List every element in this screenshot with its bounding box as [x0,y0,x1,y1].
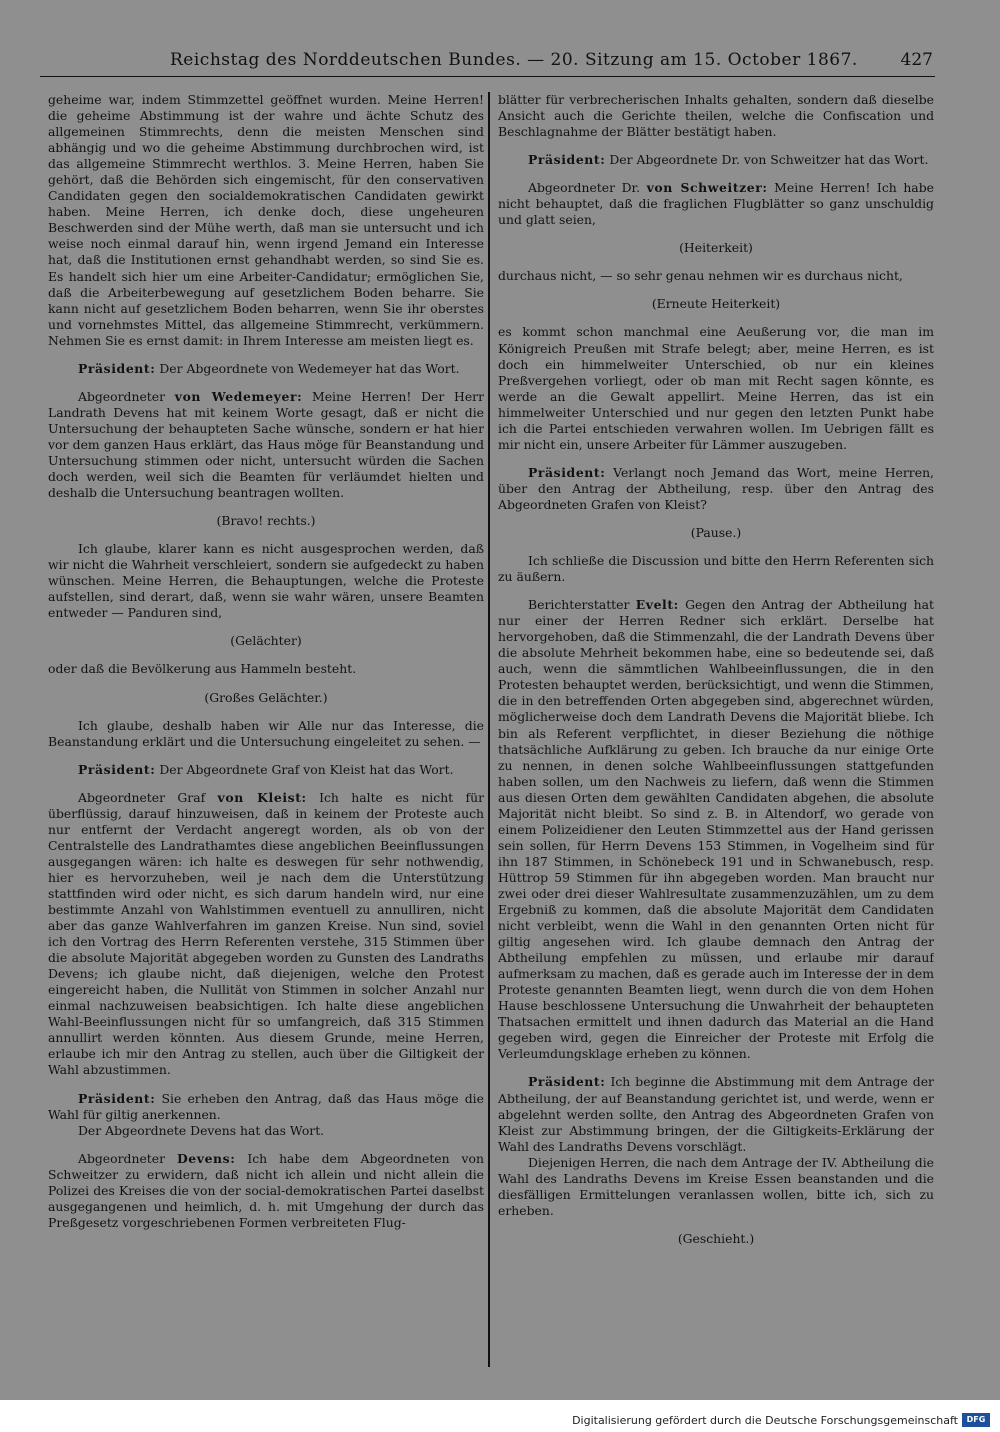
text-paragraph: Ich schließe die Discussion und bitte den Herrn Referenten sich zu äußern. [498,553,934,585]
speech-text: Gegen den Antrag der Abtheilung hat nur einer der Herren Redner sich erklärt. Derselbe hat hervorgehoben, daß die Stimmenzahl, die der Landrath Devens über die absolute Mehrheit bekommen habe, eine so bedeutende sei, daß auch, wenn die sämmtlichen Wahlbeeinflussungen, die in den Protesten behauptet werden, berücksichtigt, und wenn die Stimmen, die in den betreffenden Orten abgegeben sind, abgerechnet würden, möglicherweise doch dem Landrath Devens die Majorität bliebe. Ich bin als Referent verpflichtet, in dieser Beziehung die nöthige thatsächliche Aufklärung zu geben. Ich brauche da nur einige Orte zu nennen, in denen solche Wahlbeeinflussungen stattgefunden haben sollen, um den Nachweis zu liefern, daß wenn die Stimmen aus diesen Orten dem gewählten Candidaten abgehen, die absolute Majorität nicht bleibt. So sind z. B. in Altendorf, wo gerade von einem Polizeidiener den Leuten Stimmzettel aus der Hand gerissen sein sollen, für Herrn Devens 153 Stimmen, in Vogelheim sind für ihn 187 Stimmen, in Schönebeck 191 und in Schwanebusch, resp. Hüttrop 59 Stimmen für ihn abgegeben worden. Man braucht nur zwei oder drei dieser Wahlresultate zusammenzuzählen, um zu dem Ergebniß zu kommen, daß die absolute Majorität dem Candidaten nicht verbleibt, wenn die Wahl in den genannten Orten nicht für giltig angesehen wird. Ich glaube demnach den Antrag der Abtheilung empfehlen zu müssen, und erlaube mir darauf aufmerksam zu machen, daß es gerade auch im Interesse der in dem Proteste genannten Beamten liegt, wenn durch die von dem Hohen Hause beschlossene Untersuchung die Unwahrheit der behaupteten Thatsachen ermittelt und ihnen dadurch das Material an die Hand gegeben wird, gegen die Einreicher der Proteste mit Erfolg die Verleumdungsklage erheben zu können. [498,597,934,1062]
speaker-name: Präsident: [528,464,606,480]
speaker-name: Präsident: [528,1074,606,1090]
speech-text: Der Abgeordnete Dr. von Schweitzer hat das Wort. [609,152,929,168]
text-paragraph: durchaus nicht, — so sehr genau nehmen wir es durchaus nicht, [498,268,903,284]
speaker-name: von Schweitzer: [646,180,768,196]
text-paragraph: blätter für verbrecherischen Inhalts gehalten, sondern daß dieselbe Ansicht auch die Gerichte theilen, welche die Confiscation und Beschlagnahme der Blätter bestätigt haben. [498,92,934,140]
header-title: Reichstag des Norddeutschen Bundes. — 20. Sitzung am 15. October 1867. [170,50,858,70]
speaker-role: Abgeordneter [78,388,166,404]
speech-text: Meine Herren! Ich habe nicht behauptet, daß die fraglichen Flugblätter so ganz unschuldig und glatt seien, [498,180,934,228]
speaker-name: Präsident: [78,1090,156,1106]
speech-text: Ich halte es nicht für überflüssig, darauf hinzuweisen, daß in keinem der Proteste auch nur entfernt der Verdacht angeregt worden, als ob von der Centralstelle des Landrathamtes diese angeblichen Beeinflussungen ausgegangen wären: ich halte es deswegen für sehr nothwendig, hier es hervorzuheben, weil je nach dem die Unterstützung stattfinden wird oder nicht, es sich darum handeln wird, nur eine bestimmte Anzahl von Wahlstimmen eventuell zu annulliren, nicht aber das ganze Wahlverfahren im ganzen Kreise. Nun sind, soviel ich den Vortrag des Herrn Referenten verstehe, 315 Stimmen über die absolute Majorität abgegeben worden zu Gunsten des Landraths Devens; ich glaube nicht, daß diejenigen, welche den Protest eingereicht haben, die Nullität von Stimmen in solcher Anzahl nur einmal nachzuweisen beabsichtigen. Ich halte diese angeblichen Wahl-Beeinflussungen nicht für so umfangreich, daß 315 Stimmen annullirt werden könnten. Aus diesem Grunde, meine Herren, erlaube ich mir den Antrag zu stellen, auch über die Giltigkeit der Wahl abzustimmen. [48,789,484,1078]
text-paragraph: Ich glaube, deshalb haben wir Alle nur das Interesse, die Beanstandung erklärt und die Untersuchung eingeleitet zu sehen. — [48,717,484,749]
speech-paragraph [48,1091,484,1123]
stage-direction: (Heiterkeit) [679,240,753,256]
text-paragraph: es kommt schon manchmal eine Aeußerung vor, die man im Königreich Preußen mit Strafe belegt; aber, meine Herren, es ist doch ein himmelweiter Unterschied, ob nur ein kleines Preßvergehen vorliegt, oder ob man mit Recht sagen könnte, es werde an die Gewalt appellirt. Meine Herren, das ist ein himmelweiter Unterschied und nur gegen den letzten Punkt habe ich die Partei entschieden verwahren wollen. Im Uebrigen fällt es mir nicht ein, unsere Arbeiter für Lämmer auszugeben. [498,324,934,452]
speech-text: Der Abgeordnete Graf von Kleist hat das Wort. [159,761,454,777]
speaker-role: Abgeordneter Graf [78,789,206,805]
speech-text: Der Abgeordnete von Wedemeyer hat das Wort. [159,360,460,376]
speaker-name: Devens: [176,1150,236,1166]
speech-text: Ich habe dem Abgeordneten von Schweitzer zu erwidern, daß nicht ich allein und nicht allein die Polizei des Kreises die von der social-demokratischen Partei daselbst ausgegangenen und heimlich, d. h. mit Umgehung der durch das Preßgesetz vorgeschriebenen Formen verbreiteten Flug- [48,1150,484,1230]
speech-paragraph [498,597,934,1062]
speaker-role: Abgeordneter [78,1150,166,1166]
text-paragraph: Diejenigen Herren, die nach dem Antrage der IV. Abtheilung die Wahl des Landraths Devens im Kreise Essen beanstanden und die diesfälligen Ermittelungen veranlassen wollen, bitte ich, sich zu erheben. [498,1154,934,1218]
stage-direction: (Geschieht.) [677,1230,755,1246]
speech-text: Ich beginne die Abstimmung mit dem Antrage der Abtheilung, der auf Beanstandung gerichtet ist, und werde, wenn er abgelehnt werden sollte, den Antrag des Abgeordneten Grafen von Kleist zur Abstimmung bringen, der die Giltigkeits-Erklärung der Wahl des Landraths Devens vorschlägt. [498,1074,934,1154]
speech-text: Meine Herren! Der Herr Landrath Devens hat mit keinem Worte gesagt, daß er nicht die Untersuchung der behaupteten Sache wünsche, sondern er hat hier vor dem ganzen Haus erklärt, das Haus möge für Beanstandung und Untersuchung stimmen oder nicht, untersucht würden die Sachen doch werden, weil sich die Beamten für verläumdet hielten und deshalb die Untersuchung beantragen wollten. [48,388,484,501]
text-paragraph: geheime war, indem Stimmzettel geöffnet wurden. Meine Herren! die geheime Abstimmung ist der wahre und ächte Schutz des allgemeinen Stimmrechts, denn die meisten Menschen sind abhängig und wo die geheime Abstimmung durchbrochen wird, ist das allgemeine Stimmrecht werthlos. 3. Meine Herren, haben Sie gehört, daß die Behörden sich eingemischt, für den conservativen Candidaten gegen den socialdemokratischen Candidaten gewirkt haben. Meine Herren, ich denke doch, diese ungeheuren Beschwerden sind der Mühe werth, daß man sie untersucht und ich weise noch einmal darauf hin, wenn irgend Jemand ein Interesse hat, daß die Institutionen ernst gehandhabt werden, so sind Sie es. Es handelt sich hier um eine Arbeiter-Candidatur; ermöglichen Sie, daß die Arbeiterbewegung auf gesetzlichem Boden beharre. Sie kann nicht auf gesetzlichem Boden beharren, wenn Sie ihr oberstes und vornehmstes Mittel, das allgemeine Stimmrecht, verkümmern. Nehmen Sie es ernst damit: in Ihrem Interesse am meisten liegt es. [48,92,484,348]
stage-direction: (Gelächter) [230,633,302,649]
page-header [40,50,935,77]
speech-paragraph [498,180,934,228]
text-paragraph: Ich glaube, klarer kann es nicht ausgesprochen werden, daß wir nicht die Wahrheit verschleiert, sondern sie aufgedeckt zu haben wünschen. Meine Herren, die Behauptungen, welche die Proteste aufstellen, sind derart, daß, wenn sie wahr wären, unsere Beamten entweder — Panduren sind, [48,541,484,621]
page-number: 427 [900,50,933,70]
text-paragraph: oder daß die Bevölkerung aus Hammeln besteht. [48,661,357,677]
speaker-role: Berichterstatter [528,597,630,613]
dfg-logo-icon: DFG [962,1413,990,1427]
speech-paragraph [498,152,934,168]
speech-paragraph [48,790,484,1079]
stage-direction: (Pause.) [690,524,742,540]
speaker-role: Abgeordneter Dr. [528,180,641,196]
speaker-name: von Wedemeyer: [174,388,303,404]
column-divider [488,92,490,1367]
right-column [498,92,934,1382]
speech-paragraph [498,1074,934,1154]
stage-direction: (Bravo! rechts.) [216,513,316,529]
speaker-name: Evelt: [635,597,679,613]
speech-paragraph [48,1151,484,1231]
funding-notice: Digitalisierung gefördert durch die Deutsche Forschungsgemeinschaft [572,1414,958,1427]
speaker-name: Präsident: [528,152,606,168]
speech-paragraph [48,389,484,501]
speaker-name: Präsident: [78,761,156,777]
speech-text: Sie erheben den Antrag, daß das Haus möge die Wahl für giltig anerkennen. [48,1090,484,1122]
stage-direction: (Erneute Heiterkeit) [651,296,781,312]
footer-bar [0,1400,1000,1432]
stage-direction: (Großes Gelächter.) [204,689,328,705]
speaker-name: Präsident: [78,360,156,376]
speaker-name: von Kleist: [217,789,307,805]
left-column [48,92,484,1382]
text-paragraph: Der Abgeordnete Devens hat das Wort. [78,1122,325,1138]
speech-paragraph [498,465,934,513]
speech-paragraph [48,361,484,377]
speech-text: Verlangt noch Jemand das Wort, meine Herren, über den Antrag der Abtheilung, resp. über den Antrag des Abgeordneten Grafen von Kleist? [498,464,934,512]
speech-paragraph [48,762,484,778]
